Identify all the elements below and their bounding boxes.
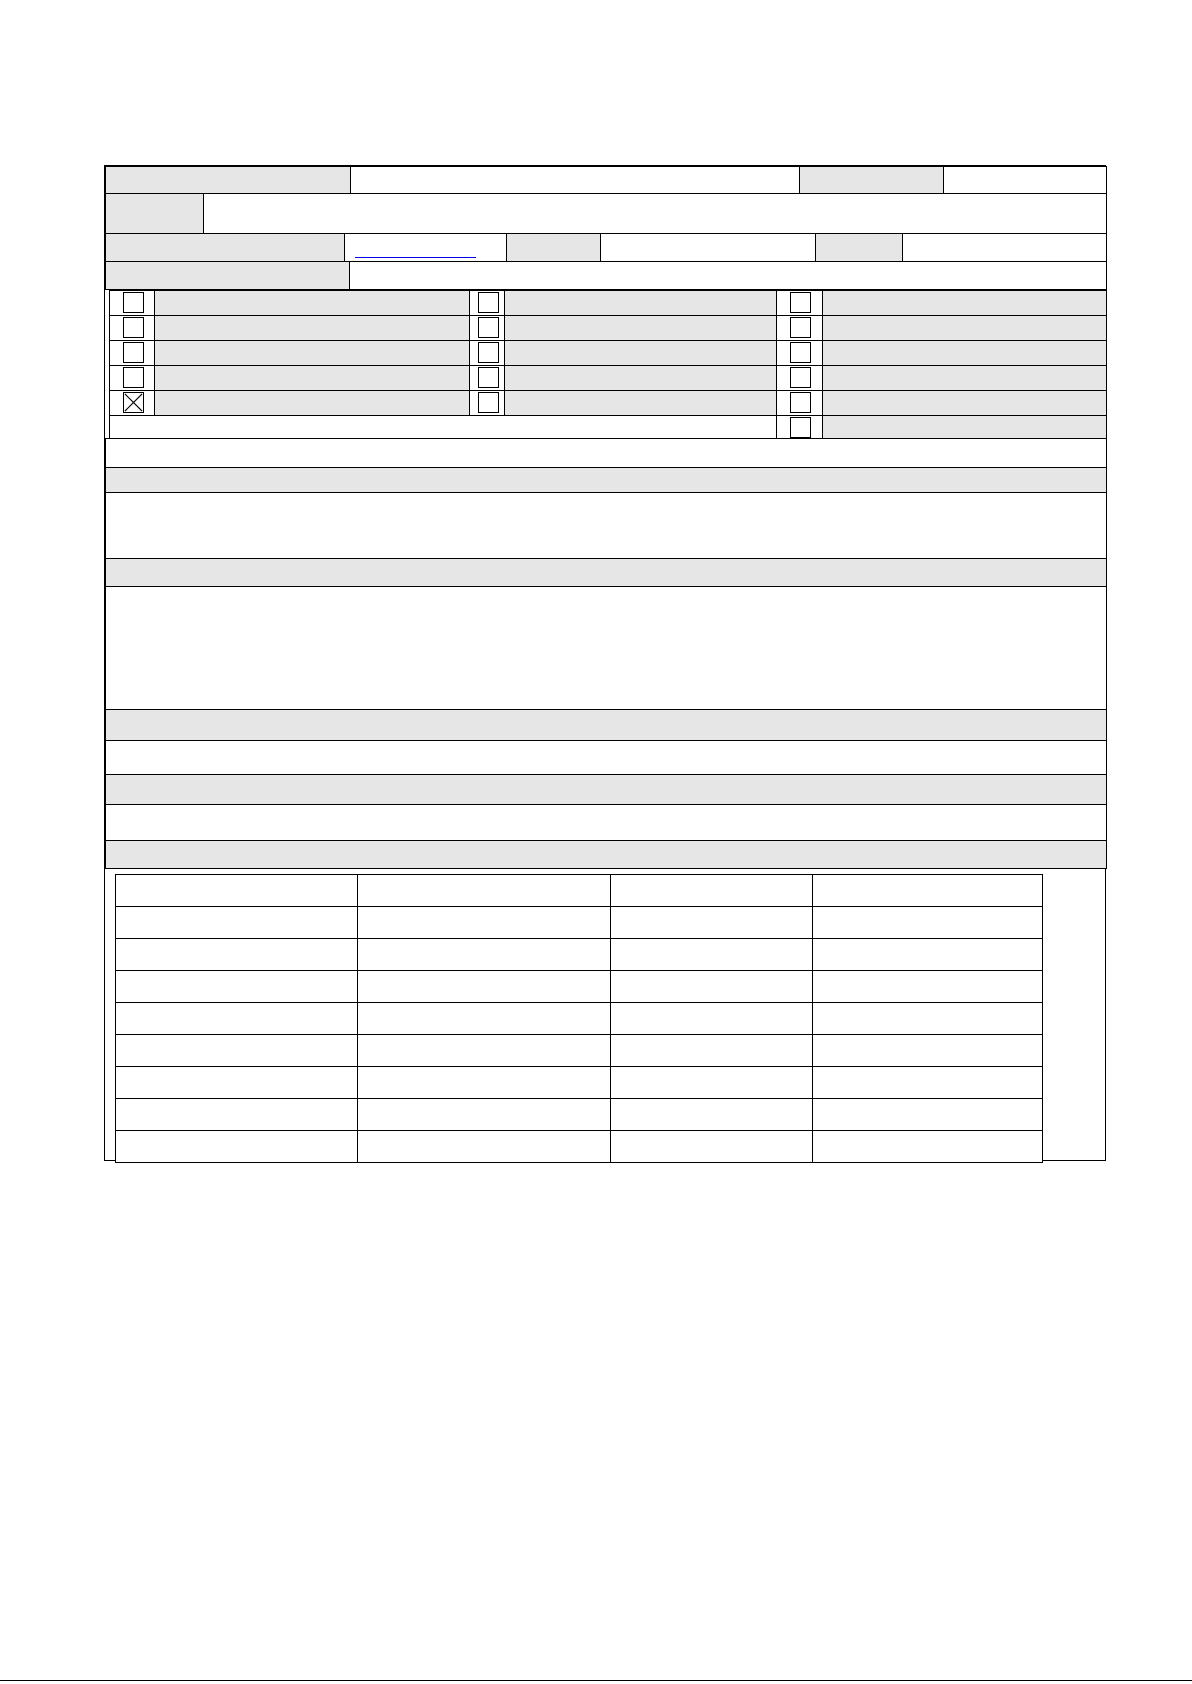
checkbox[interactable] [123,367,144,388]
table-cell[interactable] [812,1130,1043,1163]
table-cell[interactable] [610,874,813,907]
checkbox-label [154,340,470,366]
checkbox-cell [469,290,505,316]
section-4-heading [105,774,1107,805]
section-3-body[interactable] [105,740,1107,775]
row4-value[interactable] [349,261,1107,290]
table-cell[interactable] [357,874,611,907]
checkbox-label [504,340,777,366]
checkbox-cell [776,315,823,341]
table-cell[interactable] [357,938,611,971]
checkbox[interactable] [478,392,499,413]
table-cell[interactable] [610,938,813,971]
checkbox-cell [469,315,505,341]
table-cell[interactable] [610,1034,813,1067]
checkmark-x-icon [124,393,143,412]
checkbox[interactable] [478,292,499,313]
checkbox-cell [109,390,155,416]
section-1-heading [105,467,1107,493]
table-cell[interactable] [115,1002,358,1035]
section-1-body[interactable] [105,492,1107,559]
row1-label-a [105,166,351,194]
checkbox[interactable] [790,317,811,338]
table-cell[interactable] [357,970,611,1003]
section-2-body[interactable] [105,586,1107,710]
row1-label-b [799,166,944,194]
checkbox[interactable] [123,342,144,363]
checkbox[interactable] [790,417,811,438]
row3-value-c[interactable] [902,233,1107,262]
checkbox-cell [109,290,155,316]
checkbox-cell [776,340,823,366]
table-cell[interactable] [812,1066,1043,1099]
checkbox[interactable] [790,342,811,363]
section-4-body[interactable] [105,804,1107,841]
row4-label [105,261,350,290]
table-cell[interactable] [812,938,1043,971]
row2-value[interactable] [203,193,1107,234]
spacer-row [105,438,1107,468]
checkbox[interactable] [790,392,811,413]
table-cell[interactable] [812,906,1043,939]
checkbox-cell [469,365,505,391]
checkbox[interactable] [790,367,811,388]
table-cell[interactable] [115,938,358,971]
checkbox-label [504,290,777,316]
row3-label-a [105,233,345,262]
checkbox-cell [109,315,155,341]
checkbox-label [154,290,470,316]
table-cell[interactable] [115,1130,358,1163]
table-cell[interactable] [115,874,358,907]
table-cell[interactable] [812,970,1043,1003]
table-section-heading [105,840,1107,869]
table-cell[interactable] [812,874,1043,907]
checkbox-cell [776,365,823,391]
checkbox-cell [776,290,823,316]
table-cell[interactable] [812,1098,1043,1131]
page-footer-rule [0,1680,1192,1681]
row3-link-cell[interactable] [344,233,507,262]
checkbox-label [822,290,1107,316]
checkbox[interactable] [123,292,144,313]
table-cell[interactable] [357,906,611,939]
checkbox-label [504,365,777,391]
checkbox[interactable] [478,367,499,388]
checkbox-label [504,390,777,416]
table-cell[interactable] [610,1098,813,1131]
table-cell[interactable] [357,1098,611,1131]
checkbox-label [822,365,1107,391]
row3-label-c [815,233,903,262]
table-cell[interactable] [357,1002,611,1035]
table-cell[interactable] [610,970,813,1003]
checkbox-cell [469,340,505,366]
row2-label [105,193,204,234]
checkbox-checked[interactable] [123,392,144,413]
checkbox[interactable] [123,317,144,338]
table-cell[interactable] [812,1034,1043,1067]
row3-value-b[interactable] [600,233,816,262]
hyperlink-underline[interactable] [355,257,476,258]
table-cell[interactable] [610,906,813,939]
section-2-heading [105,558,1107,587]
table-cell[interactable] [610,1002,813,1035]
table-cell[interactable] [357,1130,611,1163]
checkbox-label [504,315,777,341]
checkbox-label [822,390,1107,416]
checkbox-label [154,315,470,341]
table-cell[interactable] [115,1034,358,1067]
checkbox-label [822,315,1107,341]
table-cell[interactable] [115,1098,358,1131]
checkbox-label [822,340,1107,366]
checkbox-label [154,390,470,416]
row1-value-b[interactable] [943,166,1107,194]
checkbox-cell [776,390,823,416]
table-cell[interactable] [812,1002,1043,1035]
checkbox[interactable] [478,317,499,338]
table-cell[interactable] [357,1066,611,1099]
checkbox-cell [109,365,155,391]
table-cell[interactable] [610,1130,813,1163]
checkbox-label [154,365,470,391]
table-cell[interactable] [115,906,358,939]
checkbox-cell [109,340,155,366]
table-cell[interactable] [115,1066,358,1099]
table-cell[interactable] [115,970,358,1003]
table-cell[interactable] [610,1066,813,1099]
checkbox[interactable] [478,342,499,363]
row1-value-a[interactable] [350,166,800,194]
row3-label-b [506,233,601,262]
checkbox[interactable] [790,292,811,313]
table-cell[interactable] [357,1034,611,1067]
checkbox-cell [469,390,505,416]
form-frame [104,165,1106,1161]
section-3-heading [105,709,1107,741]
